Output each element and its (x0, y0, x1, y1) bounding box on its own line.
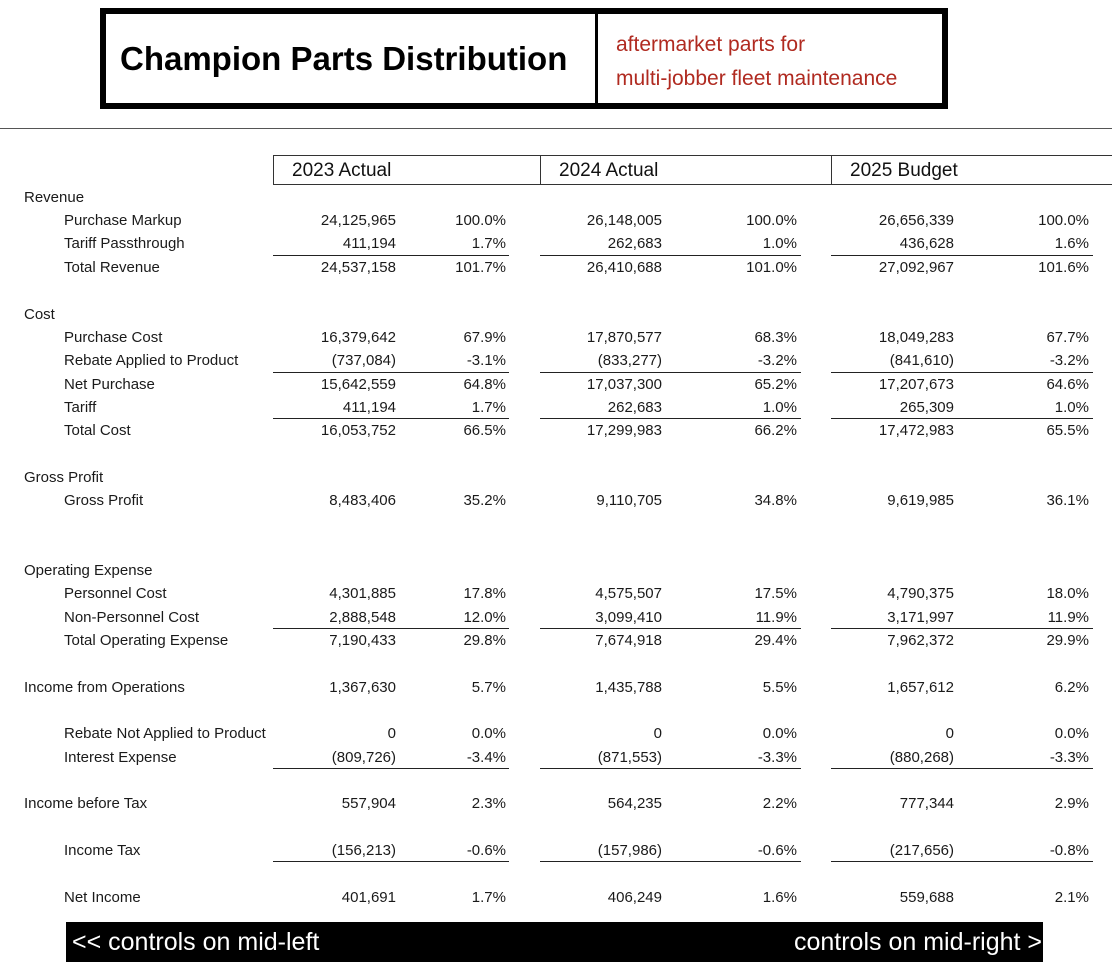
divider (0, 128, 1112, 129)
pct-2023: 100.0% (455, 212, 506, 229)
pct-2025: 65.5% (1046, 422, 1089, 439)
pct-2024: 5.5% (762, 679, 797, 696)
row-personnel-cost (0, 582, 1112, 605)
pct-2023: 17.8% (463, 585, 506, 602)
value-2025: 559,688 (899, 889, 954, 906)
row-label: Tariff Passthrough (64, 235, 185, 252)
value-2025: 4,790,375 (887, 585, 954, 602)
row-label: Total Operating Expense (64, 632, 229, 649)
pct-2024: 29.4% (754, 632, 797, 649)
pct-2023: 2.3% (471, 795, 506, 812)
company-name: Champion Parts Distribution (106, 14, 598, 103)
value-2024: 17,870,577 (586, 329, 662, 346)
value-2023: (737,084) (331, 352, 396, 369)
value-2024: 17,299,983 (586, 422, 662, 439)
pct-2023: 35.2% (463, 492, 506, 509)
pct-2025: 101.6% (1038, 259, 1089, 276)
value-2023: (156,213) (331, 842, 396, 859)
value-2023: 411,194 (342, 235, 396, 252)
section-label: Revenue (24, 189, 85, 206)
row-label: Non-Personnel Cost (64, 609, 200, 626)
pct-2025: 36.1% (1046, 492, 1089, 509)
pct-2025: 0.0% (1054, 725, 1089, 742)
pct-2024: 65.2% (754, 376, 797, 393)
value-2025: 17,207,673 (878, 376, 954, 393)
subtotal-rule (540, 768, 801, 769)
row-net-purchase (0, 373, 1112, 396)
pct-2023: 67.9% (463, 329, 506, 346)
value-2023: 15,642,559 (320, 376, 396, 393)
row-label: Interest Expense (64, 749, 177, 766)
value-2025: 7,962,372 (887, 632, 954, 649)
row-purchase-markup (0, 209, 1112, 232)
pct-2025: 6.2% (1054, 679, 1089, 696)
subtotal-rule (273, 768, 509, 769)
pct-2024: 34.8% (754, 492, 797, 509)
value-2024: 7,674,918 (595, 632, 662, 649)
pct-2024: 100.0% (746, 212, 797, 229)
row-non-personnel-cost (0, 606, 1112, 629)
pct-2023: 64.8% (463, 376, 506, 393)
value-2025: 436,628 (899, 235, 954, 252)
subtotal-rule (540, 372, 801, 373)
value-2025: 26,656,339 (878, 212, 954, 229)
pct-2024: 0.0% (762, 725, 797, 742)
column-header-2023: 2023 Actual (273, 155, 541, 185)
row-rebate-not-applied (0, 722, 1112, 745)
value-2024: 406,249 (607, 889, 662, 906)
value-2023: 557,904 (341, 795, 396, 812)
value-2023: 16,379,642 (320, 329, 396, 346)
row-rebate-applied (0, 349, 1112, 372)
row-income-before-tax (0, 792, 1112, 815)
row-tariff (0, 396, 1112, 419)
pct-2025: 2.1% (1054, 889, 1089, 906)
row-total-revenue (0, 256, 1112, 279)
pct-2024: 68.3% (754, 329, 797, 346)
row-tariff-passthrough (0, 232, 1112, 255)
pct-2024: 17.5% (754, 585, 797, 602)
value-2025: 777,344 (899, 795, 954, 812)
value-2024: (157,986) (597, 842, 662, 859)
value-2023: 16,053,752 (320, 422, 396, 439)
pct-2024: 1.6% (762, 889, 797, 906)
value-2025: 27,092,967 (878, 259, 954, 276)
row-label: Income from Operations (24, 679, 185, 696)
pct-2024: 11.9% (755, 609, 797, 626)
value-2023: 1,367,630 (329, 679, 396, 696)
value-2023: (809,726) (331, 749, 396, 766)
pct-2023: 29.8% (463, 632, 506, 649)
subtotal-rule (831, 372, 1093, 373)
row-label: Purchase Markup (64, 212, 182, 229)
row-label: Total Cost (64, 422, 131, 439)
pct-2024: 2.2% (762, 795, 797, 812)
title-banner (100, 8, 948, 109)
pct-2025: -3.3% (1049, 749, 1089, 766)
value-2025: 17,472,983 (878, 422, 954, 439)
value-2024: 9,110,705 (596, 492, 662, 509)
pct-2025: 67.7% (1046, 329, 1089, 346)
pct-2024: 1.0% (762, 235, 797, 252)
pct-2023: -3.4% (466, 749, 506, 766)
subtotal-rule (831, 861, 1093, 862)
subtotal-rule (273, 861, 509, 862)
value-2024: 3,099,410 (595, 609, 662, 626)
value-2023: 4,301,885 (329, 585, 396, 602)
value-2023: 401,691 (341, 889, 396, 906)
row-gross-profit (0, 489, 1112, 512)
value-2025: (841,610) (889, 352, 954, 369)
row-label: Net Purchase (64, 376, 155, 393)
subtotal-rule (273, 628, 509, 629)
subtotal-rule (273, 372, 509, 373)
section-revenue (0, 186, 1112, 209)
section-gross-profit (0, 466, 1112, 489)
value-2024: (833,277) (597, 352, 662, 369)
subtotal-rule (831, 255, 1093, 256)
subtotal-rule (273, 418, 509, 419)
pct-2024: 1.0% (762, 399, 797, 416)
value-2024: 17,037,300 (586, 376, 662, 393)
section-label: Operating Expense (24, 562, 153, 579)
subtotal-rule (540, 255, 801, 256)
row-label: Gross Profit (64, 492, 144, 509)
pct-2023: 101.7% (455, 259, 506, 276)
value-2023: 2,888,548 (329, 609, 396, 626)
pct-2024: 101.0% (746, 259, 797, 276)
row-label: Tariff (64, 399, 97, 416)
pct-2024: -0.6% (757, 842, 797, 859)
value-2025: 3,171,997 (887, 609, 954, 626)
value-2024: (871,553) (597, 749, 662, 766)
pct-2025: 1.0% (1054, 399, 1089, 416)
subtotal-rule (540, 628, 801, 629)
section-cost (0, 303, 1112, 326)
value-2025: 0 (945, 725, 954, 742)
value-2025: 9,619,985 (887, 492, 954, 509)
row-label: Purchase Cost (64, 329, 163, 346)
value-2025: 1,657,612 (887, 679, 954, 696)
value-2025: (217,656) (889, 842, 954, 859)
row-income-from-operations (0, 676, 1112, 699)
pct-2025: 64.6% (1046, 376, 1089, 393)
row-total-cost (0, 419, 1112, 442)
value-2023: 24,125,965 (320, 212, 396, 229)
subtotal-rule (273, 255, 509, 256)
row-label: Rebate Not Applied to Product (64, 725, 266, 742)
value-2023: 0 (387, 725, 396, 742)
pct-2025: 100.0% (1038, 212, 1089, 229)
pct-2025: 29.9% (1046, 632, 1089, 649)
pct-2025: 18.0% (1046, 585, 1089, 602)
tagline (598, 14, 942, 103)
value-2024: 26,148,005 (586, 212, 662, 229)
subtotal-rule (831, 768, 1093, 769)
controls-mid-right-button[interactable]: controls on mid-right > (793, 928, 1042, 956)
pct-2023: 0.0% (471, 725, 506, 742)
pct-2023: 12.0% (463, 609, 506, 626)
value-2024: 564,235 (607, 795, 662, 812)
column-header-2024: 2024 Actual (540, 155, 832, 185)
pct-2025: 1.6% (1054, 235, 1089, 252)
subtotal-rule (540, 418, 801, 419)
pct-2024: -3.2% (757, 352, 797, 369)
section-operating-expense (0, 559, 1112, 582)
pct-2023: -3.1% (466, 352, 506, 369)
section-label: Gross Profit (24, 469, 104, 486)
section-label: Cost (24, 306, 55, 323)
column-header-2025: 2025 Budget (831, 155, 1112, 185)
value-2025: (880,268) (889, 749, 954, 766)
row-income-tax (0, 839, 1112, 862)
tagline-line-1: aftermarket parts for (616, 33, 806, 56)
row-total-operating-expense (0, 629, 1112, 652)
value-2024: 1,435,788 (595, 679, 662, 696)
value-2023: 24,537,158 (320, 259, 396, 276)
controls-mid-left-button[interactable]: << controls on mid-left (72, 928, 320, 956)
value-2024: 0 (653, 725, 662, 742)
pct-2023: 1.7% (471, 235, 506, 252)
value-2024: 4,575,507 (595, 585, 662, 602)
row-purchase-cost (0, 326, 1112, 349)
row-label: Personnel Cost (64, 585, 167, 602)
pct-2025: -0.8% (1049, 842, 1089, 859)
subtotal-rule (831, 628, 1093, 629)
pct-2023: 1.7% (471, 889, 506, 906)
pct-2024: 66.2% (754, 422, 797, 439)
row-interest-expense (0, 746, 1112, 769)
tagline-line-2: multi-jobber fleet maintenance (616, 67, 898, 90)
value-2023: 411,194 (342, 399, 396, 416)
row-label: Rebate Applied to Product (64, 352, 239, 369)
value-2023: 7,190,433 (329, 632, 396, 649)
pct-2023: -0.6% (466, 842, 506, 859)
pct-2023: 5.7% (471, 679, 506, 696)
value-2025: 18,049,283 (878, 329, 954, 346)
pct-2025: 2.9% (1054, 795, 1089, 812)
row-label: Income before Tax (24, 795, 148, 812)
value-2024: 262,683 (607, 399, 662, 416)
pct-2025: 11.9% (1047, 609, 1089, 626)
pct-2023: 66.5% (463, 422, 506, 439)
value-2024: 26,410,688 (586, 259, 662, 276)
subtotal-rule (831, 418, 1093, 419)
pct-2023: 1.7% (471, 399, 506, 416)
pct-2025: -3.2% (1049, 352, 1089, 369)
value-2024: 262,683 (607, 235, 662, 252)
subtotal-rule (540, 861, 801, 862)
row-label: Income Tax (64, 842, 141, 859)
row-label: Net Income (64, 889, 141, 906)
value-2023: 8,483,406 (329, 492, 396, 509)
pct-2024: -3.3% (757, 749, 797, 766)
row-net-income (0, 886, 1112, 909)
value-2025: 265,309 (899, 399, 954, 416)
row-label: Total Revenue (64, 259, 160, 276)
